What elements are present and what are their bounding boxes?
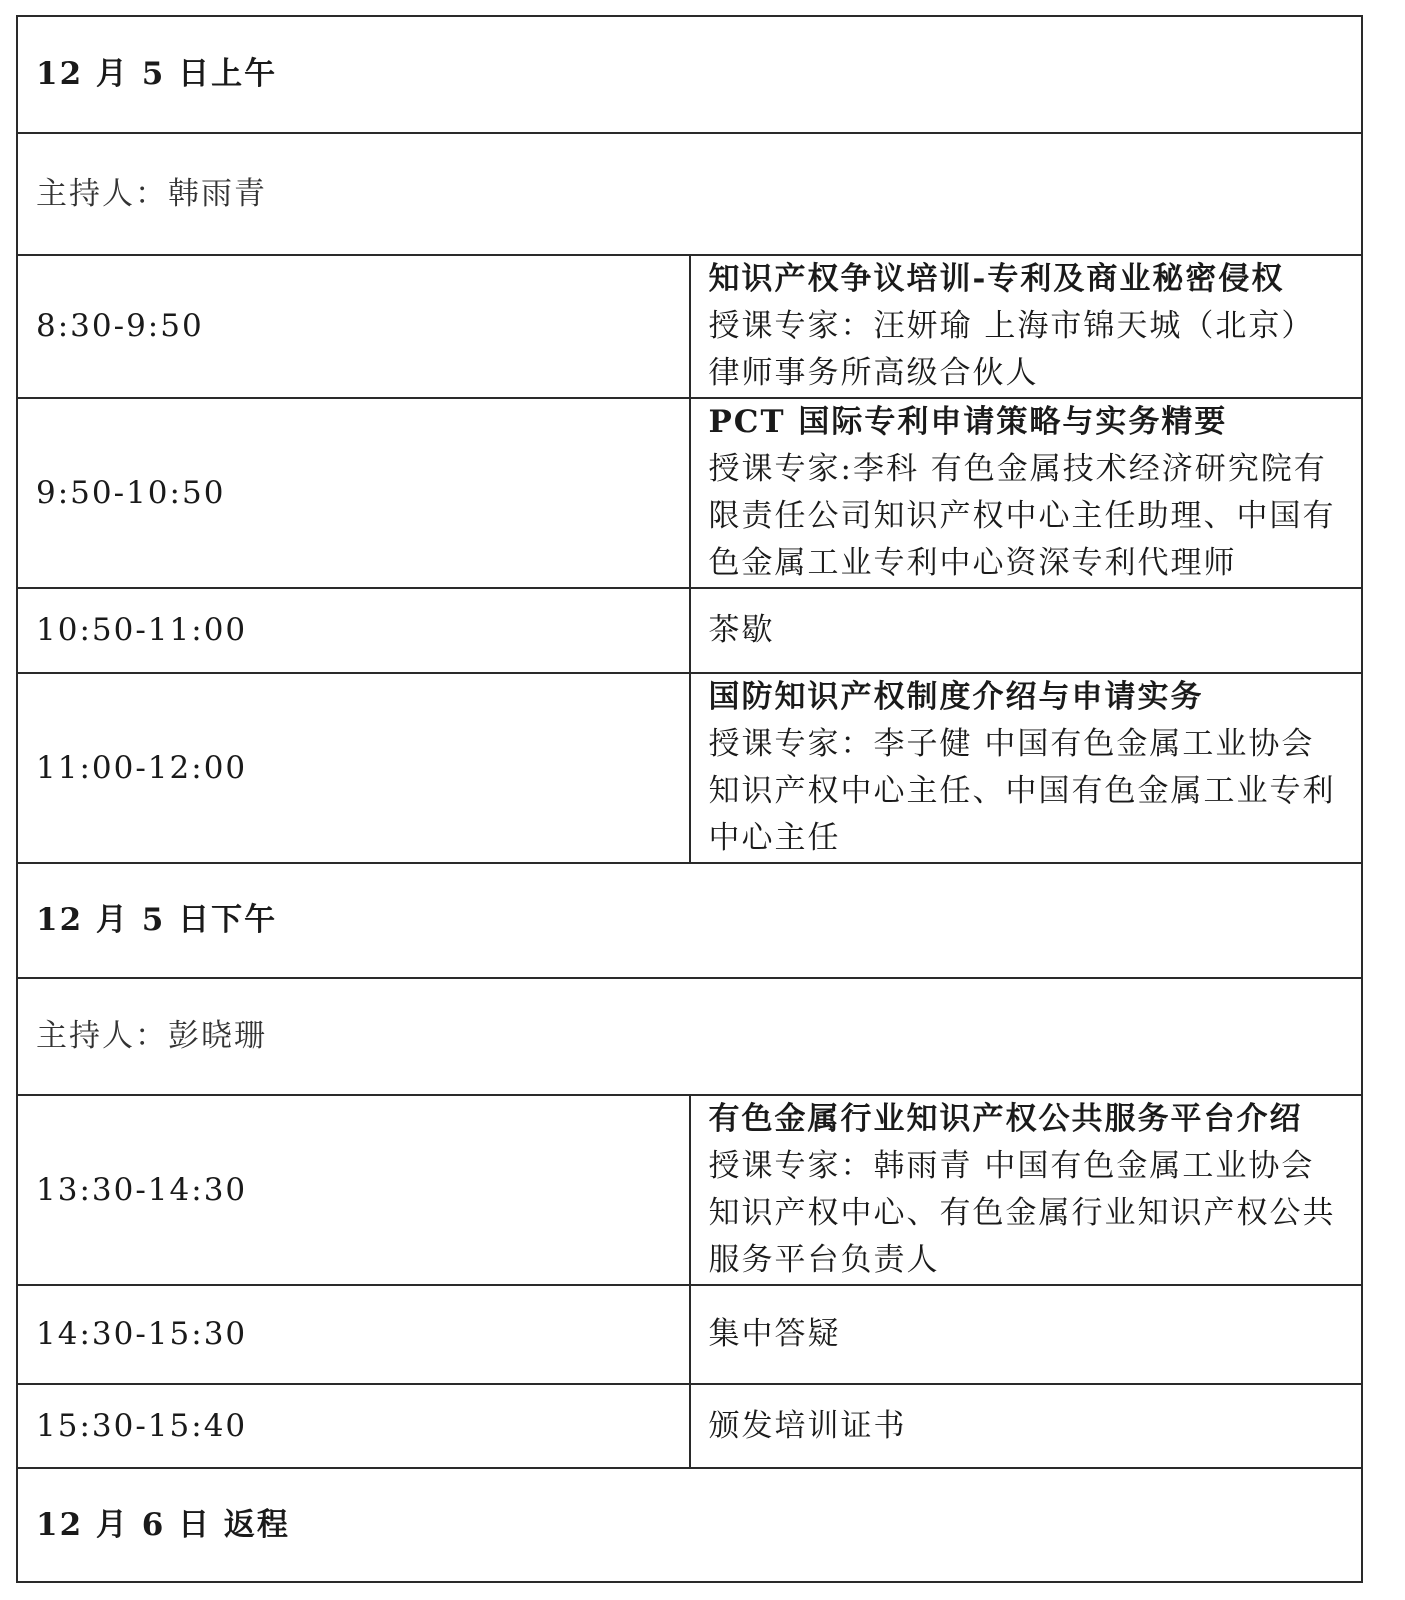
section-header-row: [17, 1468, 1362, 1582]
section-header-row: [17, 863, 1362, 978]
session-content: [690, 398, 1363, 588]
session-time: 8:30-9:50: [17, 255, 690, 398]
session-content: 集中答疑: [690, 1285, 1363, 1384]
session-content: [690, 255, 1363, 398]
session-time: 13:30-14:30: [17, 1095, 690, 1285]
session-time: 15:30-15:40: [17, 1384, 690, 1468]
session-speaker: 授课专家:李科 有色金属技术经济研究院有限责任公司知识产权中心主任助理、中国有色金属工业专利中心资深专利代理师: [708, 451, 1336, 581]
session-speaker: 授课专家：李子健 中国有色金属工业协会知识产权中心主任、中国有色金属工业专利中心主任: [708, 726, 1336, 856]
section-header-row: [17, 16, 1362, 133]
session-title: 有色金属行业知识产权公共服务平台介绍: [708, 1101, 1303, 1137]
session-content: 茶歇: [690, 588, 1363, 673]
host-morning: 主持人：韩雨青: [17, 133, 1362, 255]
session-time: 10:50-11:00: [17, 588, 690, 673]
section-header-morning: 12 月 5 日上午: [17, 16, 1362, 133]
session-row: [17, 1384, 1362, 1468]
session-title: 知识产权争议培训-专利及商业秘密侵权: [708, 261, 1285, 297]
host-afternoon: 主持人：彭晓珊: [17, 978, 1362, 1095]
session-row: [17, 1095, 1362, 1285]
session-row: [17, 255, 1362, 398]
schedule-table: [16, 15, 1363, 1583]
session-time: 14:30-15:30: [17, 1285, 690, 1384]
session-row: [17, 1285, 1362, 1384]
session-row: [17, 398, 1362, 588]
session-title: PCT 国际专利申请策略与实务精要: [708, 404, 1228, 440]
session-row: [17, 673, 1362, 863]
session-title: 国防知识产权制度介绍与申请实务: [708, 679, 1204, 715]
session-content: 颁发培训证书: [690, 1384, 1363, 1468]
host-row: [17, 978, 1362, 1095]
session-time: 11:00-12:00: [17, 673, 690, 863]
session-content: [690, 673, 1363, 863]
host-row: [17, 133, 1362, 255]
session-row: [17, 588, 1362, 673]
session-speaker: 授课专家：韩雨青 中国有色金属工业协会知识产权中心、有色金属行业知识产权公共服务平台负责人: [708, 1148, 1336, 1278]
session-speaker: 授课专家：汪妍瑜 上海市锦天城（北京）律师事务所高级合伙人: [708, 308, 1315, 391]
session-content: [690, 1095, 1363, 1285]
section-header-return: 12 月 6 日 返程: [17, 1468, 1362, 1582]
section-header-afternoon: 12 月 5 日下午: [17, 863, 1362, 978]
session-time: 9:50-10:50: [17, 398, 690, 588]
